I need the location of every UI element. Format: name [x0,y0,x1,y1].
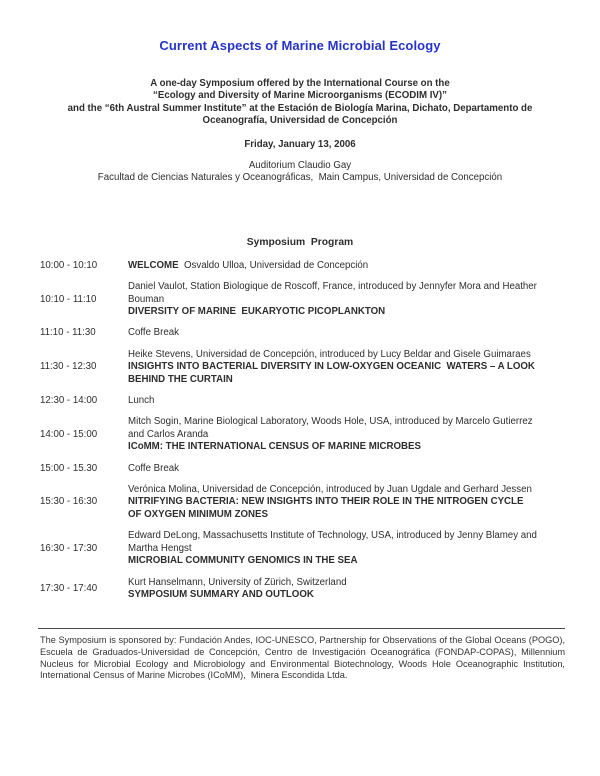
schedule-table [40,260,538,611]
schedule-entry [128,530,538,576]
speaker-intro: Mitch Sogin, Marine Biological Laboratory, Woods Hole, USA, introduced by Marcelo Gutierrez and Carlos Aranda [128,416,536,440]
schedule-entry [128,260,538,281]
venue-line: Auditorium Claudio Gay [248,160,352,172]
subtitle-line: and the “6th Austral Summer Institute” at the Estación de Biología Marina, Dichato, Departamento de [67,102,533,114]
break-label: Coffe Break [128,327,179,339]
schedule-entry [128,416,538,462]
subtitle-line: Oceanografía, Universidad de Concepción [202,114,398,126]
break-label: Coffe Break [128,462,179,474]
schedule-time: 16:30 - 17:30 [40,542,98,554]
schedule-row [40,530,538,576]
schedule-time: 10:00 - 10:10 [40,259,98,271]
schedule-row [40,281,538,327]
document-title: Current Aspects of Marine Microbial Ecology [159,38,441,53]
schedule-row [40,260,538,281]
speaker-intro: Heike Stevens, Universidad de Concepción, introduced by Lucy Beldar and Gisele Guimaraes [128,348,531,360]
schedule-time: 10:10 - 11:10 [40,293,97,305]
sponsors-text: The Symposium is sponsored by: Fundación Andes, IOC-UNESCO, Partnership for Observations of the Global Oceans (POGO), Escuela de Graduados-Universidad de Concepción, Centro de Investigación Oceanográfica (FONDAP-COPAS), Millennium Nucleus for Microbial Ecology and Microbiology and Environmental Biotechnology, Woods Hole Oceanographic Institution, International Census of Marine Microbes (ICoMM), Minera Escondida Ltda. [40,635,571,681]
schedule-row [40,577,538,611]
schedule-time: 11:30 - 12:30 [40,361,97,373]
speaker-intro: Kurt Hanselmann, University of Zürich, Switzerland [128,576,347,588]
speaker-intro: Verónica Molina, Universidad de Concepción, introduced by Juan Ugdale and Gerhard Jessen [128,484,532,496]
schedule-entry [128,395,538,416]
subtitle-line: A one-day Symposium offered by the International Course on the [150,78,450,89]
schedule-row [40,463,538,484]
schedule-body [40,260,538,611]
footer-divider [38,628,565,629]
talk-title: INSIGHTS INTO BACTERIAL DIVERSITY IN LOW-OXYGEN OCEANIC WATERS – A LOOK BEHIND THE CURTAIN [128,361,538,385]
schedule-row [40,327,538,348]
schedule-row [40,416,538,462]
speaker-intro: Edward DeLong, Massachusetts Institute of Technology, USA, introduced by Jenny Blamey and Martha Hengst [128,530,540,554]
schedule-time: 11:10 - 11:30 [40,327,96,339]
program-heading: Symposium Program [246,236,354,248]
talk-title: DIVERSITY OF MARINE EUKARYOTIC PICOPLANKTON [128,306,386,317]
schedule-time: 12:30 - 14:00 [40,395,98,407]
page-header [0,0,600,248]
schedule-time: 15:30 - 16:30 [40,496,98,508]
venue-line: Facultad de Ciencias Naturales y Oceanográficas, Main Campus, Universidad de Concepción [97,172,503,184]
schedule-entry [128,349,538,395]
welcome-label: WELCOME [128,259,179,271]
schedule-row [40,484,538,530]
schedule-row [40,349,538,395]
speaker-intro: Osvaldo Ulloa, Universidad de Concepción [178,259,369,271]
schedule-entry [128,463,538,484]
talk-title: MICROBIAL COMMUNITY GENOMICS IN THE SEA [128,555,358,567]
schedule-entry [128,577,538,611]
symposium-subtitle [0,78,600,127]
event-date: Friday, January 13, 2006 [244,139,356,151]
speaker-intro: Daniel Vaulot, Station Biologique de Roscoff, France, introduced by Jennyfer Mora and Heather Bouman [128,281,540,305]
schedule-time: 15:00 - 15.30 [40,462,98,474]
talk-title: ICoMM: THE INTERNATIONAL CENSUS OF MARINE MICROBES [128,441,421,453]
talk-title: SYMPOSIUM SUMMARY AND OUTLOOK [128,588,314,600]
schedule-time: 14:00 - 15:00 [40,428,98,440]
schedule-entry [128,281,538,327]
break-label: Lunch [128,395,155,407]
schedule-time: 17:30 - 17:40 [40,582,98,594]
schedule-entry [128,484,538,530]
schedule-row [40,395,538,416]
talk-title: NITRIFYING BACTERIA: NEW INSIGHTS INTO THEIR ROLE IN THE NITROGEN CYCLE OF OXYGEN MINIMUM ZONES [128,496,527,520]
schedule-entry [128,327,538,348]
subtitle-line: “Ecology and Diversity of Marine Microorganisms (ECODIM IV)” [153,90,447,102]
venue [0,160,600,185]
